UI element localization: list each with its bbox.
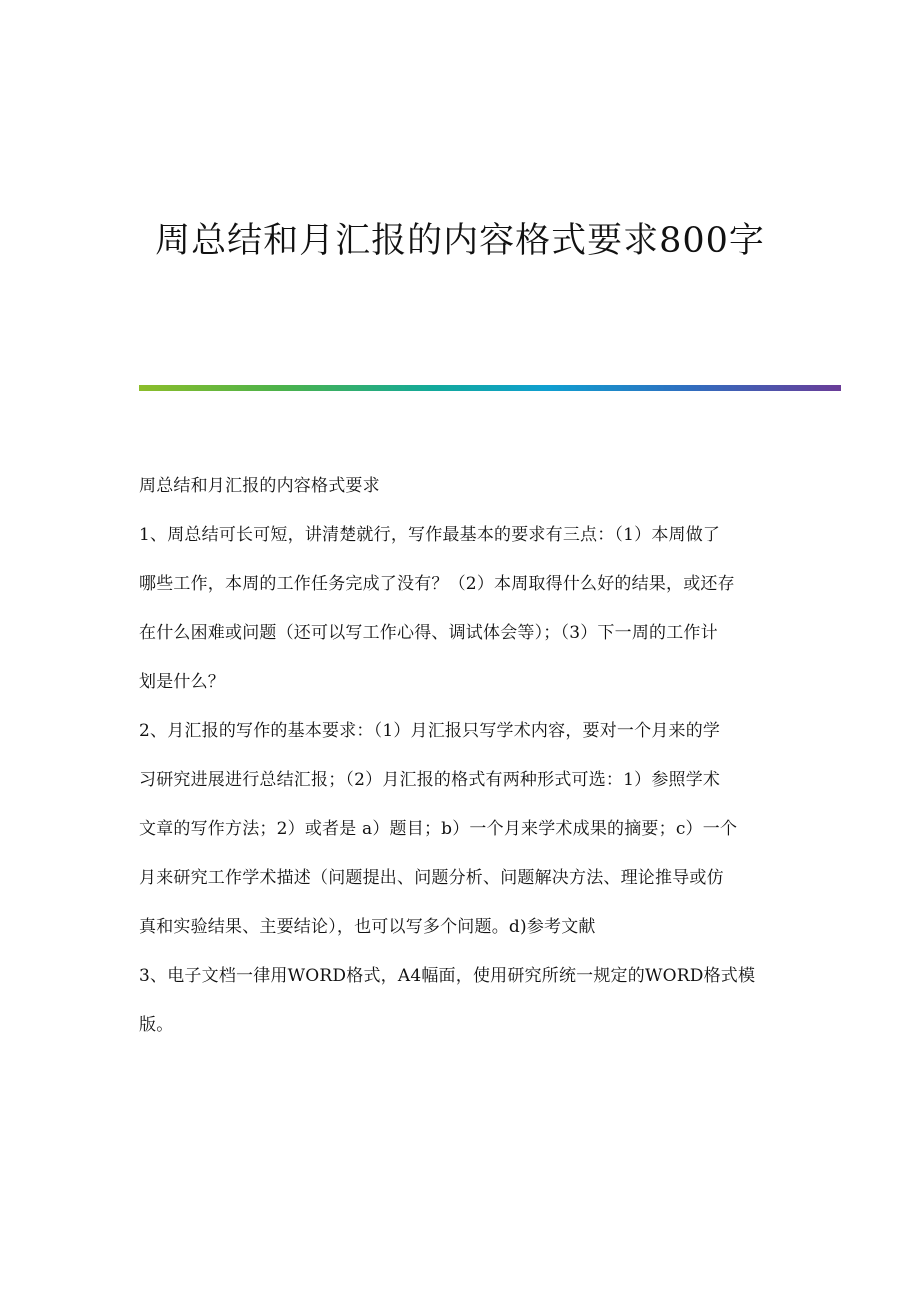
paragraph-2 <box>139 707 781 952</box>
paragraph-line: 1、周总结可长可短，讲清楚就行，写作最基本的要求有三点：（1）本周做了 <box>139 525 721 545</box>
paragraph-line: 文章的写作方法；2）或者是 a）题目；b）一个月来学术成果的摘要；c）一个 <box>139 819 738 839</box>
paragraph-line: 哪些工作，本周的工作任务完成了没有？（2）本周取得什么好的结果，或还存 <box>139 574 735 594</box>
paragraph-line: 真和实验结果、主要结论），也可以写多个问题。d)参考文献 <box>139 917 596 937</box>
paragraph-line: 月来研究工作学术描述（问题提出、问题分析、问题解决方法、理论推导或仿 <box>139 868 724 888</box>
paragraph-3 <box>139 952 781 1050</box>
paragraph-line: 2、月汇报的写作的基本要求：（1）月汇报只写学术内容，要对一个月来的学 <box>139 721 721 741</box>
title-divider-rule <box>139 385 841 391</box>
paragraph-line: 习研究进展进行总结汇报；（2）月汇报的格式有两种形式可选：1）参照学术 <box>139 770 721 790</box>
paragraph-line: 3、电子文档一律用WORD格式，A4幅面，使用研究所统一规定的WORD格式模 <box>139 966 756 986</box>
page-title: 周总结和月汇报的内容格式要求800字 <box>155 221 765 261</box>
paragraph-line: 划是什么？ <box>139 672 225 692</box>
paragraph-1 <box>139 511 781 707</box>
paragraph-line: 在什么困难或问题（还可以写工作心得、调试体会等）；（3）下一周的工作计 <box>139 623 718 643</box>
document-subtitle: 周总结和月汇报的内容格式要求 <box>139 476 380 496</box>
document-body <box>139 462 781 1050</box>
paragraph-line: 版。 <box>139 1015 174 1035</box>
